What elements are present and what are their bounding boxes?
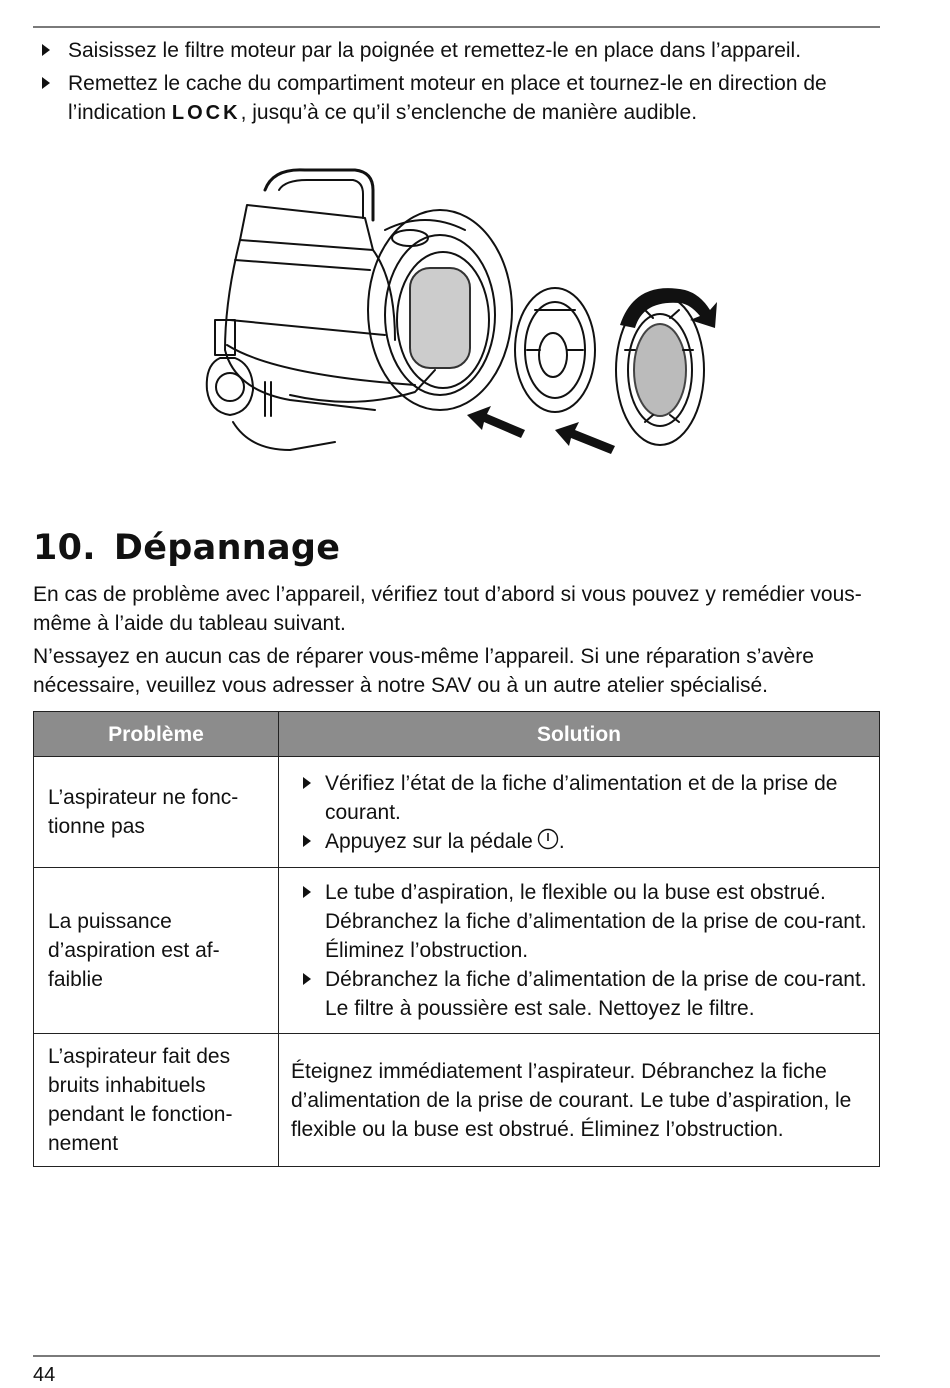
solution-text: Vérifiez l’état de la fiche d’alimentation et de la prise de courant. <box>325 771 838 824</box>
motor-filter <box>515 288 595 412</box>
solution-cell <box>279 757 880 868</box>
troubleshooting-table <box>33 711 880 1167</box>
intro-steps <box>40 36 880 132</box>
step-text-end: , jusqu’à ce qu’il s’enclenche de manière audible. <box>240 101 698 124</box>
solution-list <box>291 769 867 856</box>
intro-paragraph: En cas de problème avec l’appareil, vérifiez tout d’abord si vous pouvez y remédier vous-même à l’aide du tableau suivant. <box>33 583 862 635</box>
motor-compartment <box>368 210 512 410</box>
triangle-bullet-icon <box>303 973 311 985</box>
vacuum-body <box>207 170 435 450</box>
step-text: Remettez le cache du compartiment moteur en place et tournez-le en direction de l’indication <box>68 72 827 124</box>
power-pedal-icon <box>537 828 559 850</box>
page-number: 44 <box>33 1364 56 1386</box>
bottom-rule <box>33 1355 880 1357</box>
triangle-bullet-icon <box>303 777 311 789</box>
section-heading <box>33 528 340 568</box>
table-row <box>34 1034 880 1167</box>
section-title: Dépannage <box>113 528 341 568</box>
list-item <box>291 827 867 856</box>
problem-cell: La puissance d’aspiration est af-faiblie <box>34 868 279 1034</box>
solution-cell <box>279 868 880 1034</box>
solution-cell: Éteignez immédiatement l’aspirateur. Débranchez la fiche d’alimentation de la prise de courant. Le tube d’aspiration, le flexible ou la buse est obstrué. Éliminez l’obstruction. <box>279 1034 880 1167</box>
top-rule <box>33 26 880 28</box>
table-header-row <box>34 712 880 757</box>
header-solution: Solution <box>279 712 880 757</box>
triangle-bullet-icon <box>303 835 311 847</box>
vacuum-filter-illustration <box>195 160 735 470</box>
solution-list <box>291 878 867 1023</box>
list-item <box>291 769 867 827</box>
header-problem: Problème <box>34 712 279 757</box>
problem-cell: L’aspirateur ne fonc-tionne pas <box>34 757 279 868</box>
list-item <box>40 69 880 128</box>
list-item <box>40 36 880 65</box>
triangle-bullet-icon <box>42 44 50 56</box>
problem-cell: L’aspirateur fait des bruits inhabituels pendant le fonction-nement <box>34 1034 279 1167</box>
table-row <box>34 757 880 868</box>
warning-paragraph: N’essayez en aucun cas de réparer vous-même l’appareil. Si une réparation s’avère nécessaire, veuillez vous adresser à notre SAV ou à un autre atelier spécialisé. <box>33 645 814 697</box>
solution-text: Débranchez la fiche d’alimentation de la prise de cou-rant. Le filtre à poussière est sale. Nettoyez le filtre. <box>325 968 867 1020</box>
section-number: 10. <box>33 528 96 568</box>
triangle-bullet-icon <box>42 77 50 89</box>
list-item <box>291 965 867 1023</box>
table-row <box>34 868 880 1034</box>
solution-text: Appuyez sur la pédale <box>325 829 533 853</box>
solution-text: Le tube d’aspiration, le flexible ou la buse est obstrué. Débranchez la fiche d’alimentation de la prise de cou-rant. Éliminez l’obstruction. <box>325 881 867 962</box>
list-item <box>291 878 867 965</box>
step-text: Saisissez le filtre moteur par la poignée et remettez-le en place dans l’appareil. <box>68 39 802 62</box>
solution-suffix: . <box>558 829 565 853</box>
lock-label: LOCK <box>171 102 241 124</box>
triangle-bullet-icon <box>303 886 311 898</box>
